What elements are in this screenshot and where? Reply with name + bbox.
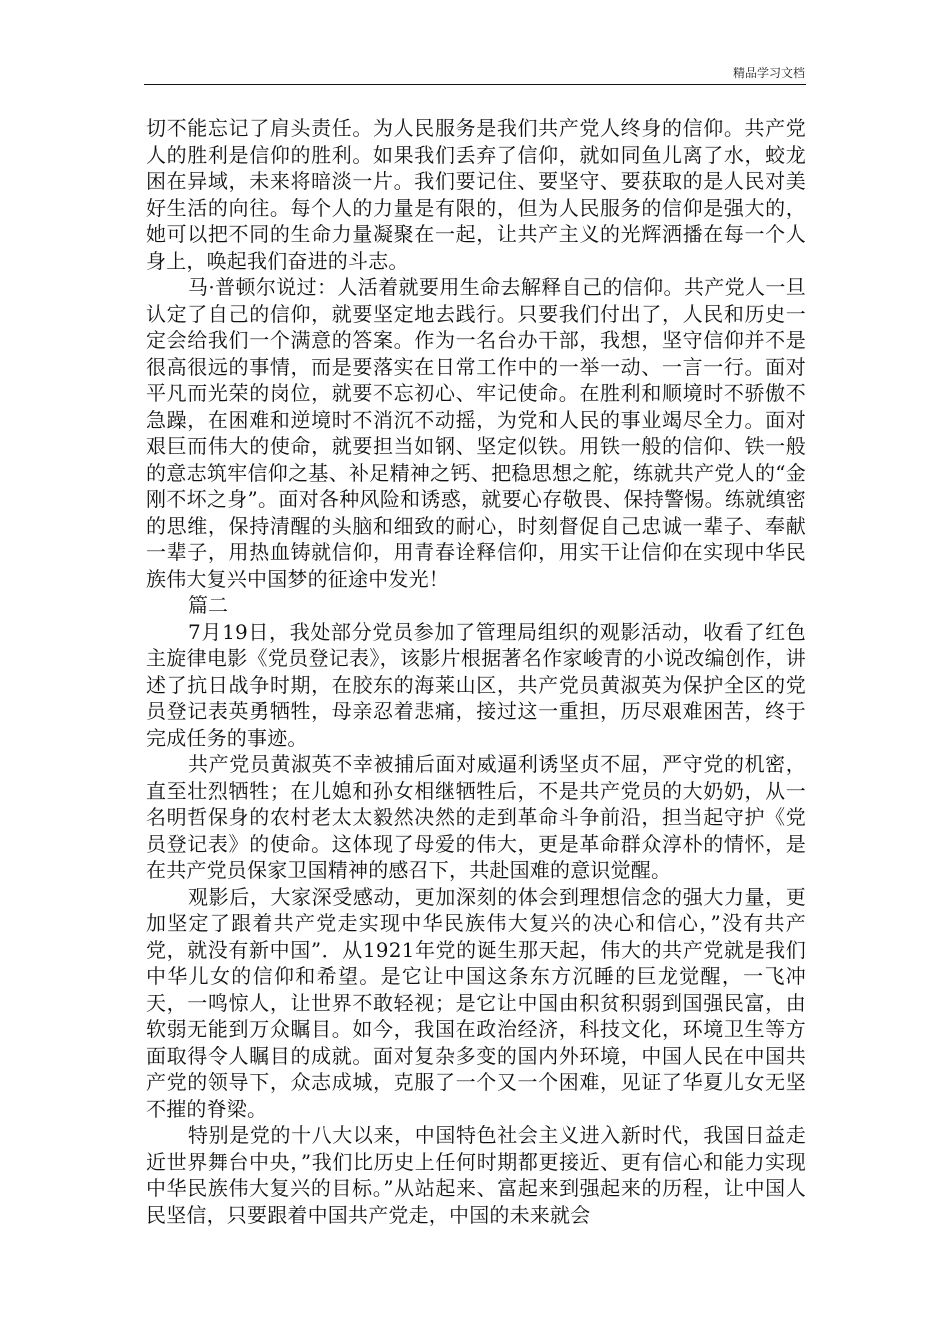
paragraph-new-era: 特别是党的十八大以来，中国特色社会主义进入新时代，我国日益走近世界舞台中央，”我们比历史上任何时期都更接近、更有信心和能力实现中华民族伟大复兴的目标。”从站起来、富起来到强起来的历程，让中国人民坚信，只要跟着中国共产党走，中国的未来就会 (146, 1123, 806, 1227)
paragraph-after-viewing: 观影后，大家深受感动，更加深刻的体会到理想信念的强大力量，更加坚定了跟着共产党走实现中华民族伟大复兴的决心和信心，”没有共产党，就没有新中国”．从1921年党的诞生那天起，伟大的共产党就是我们中华儿女的信仰和希望。是它让中国这条东方沉睡的巨龙觉醒，一飞冲天，一鸣惊人，让世界不敢轻视；是它让中国由积贫积弱到国强民富，由软弱无能到万众瞩目。如今，我国在政治经济，科技文化，环境卫生等方面取得令人瞩目的成就。面对复杂多变的国内外环境，中国人民在中国共产党的领导下，众志成城，克服了一个又一个困难，见证了华夏儿女无坚不摧的脊梁。 (146, 884, 806, 1121)
header-label: 精品学习文档 (732, 66, 805, 80)
paragraph-huang-shuying: 共产党员黄淑英不幸被捕后面对威逼利诱坚贞不屈，严守党的机密，直至壮烈牺牲；在儿媳和孙女相继牺牲后，不是共产党员的大奶奶，从一名明哲保身的农村老太太毅然决然的走到革命斗争前沿，担当起守护《党员登记表》的使命。这体现了母爱的伟大，更是革命群众淳朴的情怀，是在共产党员保家卫国精神的感召下，共赴国难的意识觉醒。 (146, 752, 806, 882)
document-body (146, 115, 806, 1228)
paragraph-belief: 马·普顿尔说过：人活着就要用生命去解释自己的信仰。共产党人一旦认定了自己的信仰，就要坚定地去践行。只要我们付出了，人民和历史一定会给我们一个满意的答案。作为一名台办干部，我想，坚守信仰并不是很高很远的事情，而是要落实在日常工作中的一举一动、一言一行。面对平凡而光荣的岗位，就要不忘初心、牢记使命。在胜利和顺境时不骄傲不急躁，在困难和逆境时不消沉不动摇，为党和人民的事业竭尽全力。面对艰巨而伟大的使命，就要担当如钢、坚定似铁。用铁一般的信仰、铁一般的意志筑牢信仰之基、补足精神之钙、把稳思想之舵，练就共产党人的“金刚不坏之身”。面对各种风险和诱惑，就要心存敬畏、保持警惕。练就缜密的思维，保持清醒的头脑和细致的耐心，时刻督促自己忠诚一辈子、奉献一辈子，用热血铸就信仰，用青春诠释信仰，用实干让信仰在实现中华民族伟大复兴中国梦的征途中发光！ (146, 275, 806, 591)
page-header (0, 0, 950, 86)
section-title: 篇二 (188, 593, 228, 617)
header-divider (144, 84, 806, 85)
paragraph-continued: 切不能忘记了肩头责任。为人民服务是我们共产党人终身的信仰。共产党人的胜利是信仰的胜利。如果我们丢弃了信仰，就如同鱼儿离了水，蛟龙困在异域，未来将暗淡一片。我们要记住、要坚守、要获取的是人民对美好生活的向往。每个人的力量是有限的，但为人民服务的信仰是强大的，她可以把不同的生命力量凝聚在一起，让共产主义的光辉洒播在每一个人身上，唤起我们奋进的斗志。 (146, 116, 806, 273)
paragraph-film-activity: 7月19日，我处部分党员参加了管理局组织的观影活动，收看了红色主旋律电影《党员登记表》，该影片根据著名作家峻青的小说改编创作，讲述了抗日战争时期，在胶东的海莱山区，共产党员黄淑英为保护全区的党员登记表英勇牺牲，母亲忍着悲痛，接过这一重担，历尽艰难困苦，终于完成任务的事迹。 (146, 619, 806, 750)
